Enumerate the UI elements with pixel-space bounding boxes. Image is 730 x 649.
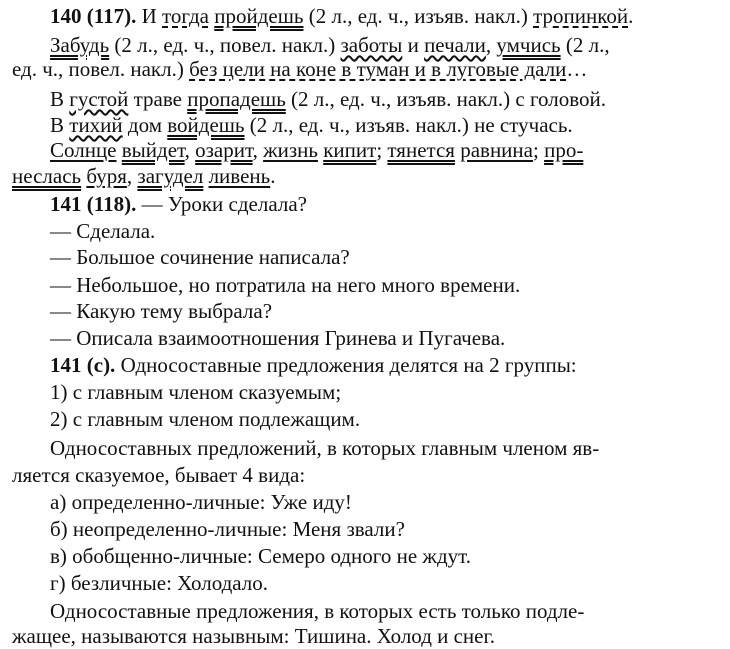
exercise-141-header: [50, 192, 307, 216]
exercise-140-line-3: ед. ч., повел. накл.) без цели на коне в туман и в луговые дали…: [12, 57, 588, 81]
exercise-141c-number: 141 (с).: [50, 353, 116, 377]
kind-item: а) определенно-личные: Уже иду!: [50, 490, 352, 514]
paragraph-line: жащее, называются назывным: Тишина. Холод и снег.: [12, 624, 495, 648]
paragraph-line: ляется сказуемое, бывает 4 вида:: [12, 463, 306, 487]
dialogue-line: — Сделала.: [50, 219, 156, 243]
group-item: 1) с главным членом сказуемым;: [50, 380, 342, 404]
paragraph-line: Односоставные предложения, в которых есть только подле-: [50, 599, 585, 623]
exercise-141-number: 141 (118).: [50, 192, 137, 216]
dialogue-line: — Описала взаимоотношения Гринева и Пугачева.: [50, 326, 506, 350]
exercise-141-question: — Уроки сделала?: [136, 192, 307, 216]
exercise-140-line-6: Солнце выйдет, озарит, жизнь кипит; тянется равнина; про-: [50, 138, 584, 162]
kind-item: г) безличные: Холодало.: [50, 571, 269, 595]
exercise-140-line-7: неслась буря, загудел ливень.: [12, 164, 276, 188]
group-item: 2) с главным членом подлежащим.: [50, 407, 361, 431]
exercise-140-line-5: В тихий дом войдешь (2 л., ед. ч., изъяв. накл.) не стучась.: [50, 113, 573, 137]
exercise-141c-header: 141 (с). Односоставные предложения делятся на 2 группы:: [50, 353, 577, 377]
kind-item: в) обобщенно-личные: Семеро одного не ждут.: [50, 544, 471, 568]
exercise-140-number: 140 (117).: [50, 4, 137, 28]
dialogue-line: — Большое сочинение написала?: [50, 245, 350, 269]
paragraph-line: Односоставных предложений, в которых главным членом яв-: [50, 436, 600, 460]
exercise-140-line-1: 140 (117). И тогда пройдешь (2 л., ед. ч., изъяв. накл.) тропинкой.: [50, 4, 634, 28]
kind-item: б) неопределенно-личные: Меня звали?: [50, 517, 405, 541]
exercise-140-line-2: Забудь (2 л., ед. ч., повел. накл.) заботы и печали, умчись (2 л.,: [50, 33, 610, 57]
exercise-140-line-4: В густой траве пропадешь (2 л., ед. ч., изъяв. накл.) с головой.: [50, 87, 607, 111]
dialogue-line: — Небольшое, но потратила на него много времени.: [50, 273, 521, 297]
dialogue-line: — Какую тему выбрала?: [50, 299, 273, 323]
